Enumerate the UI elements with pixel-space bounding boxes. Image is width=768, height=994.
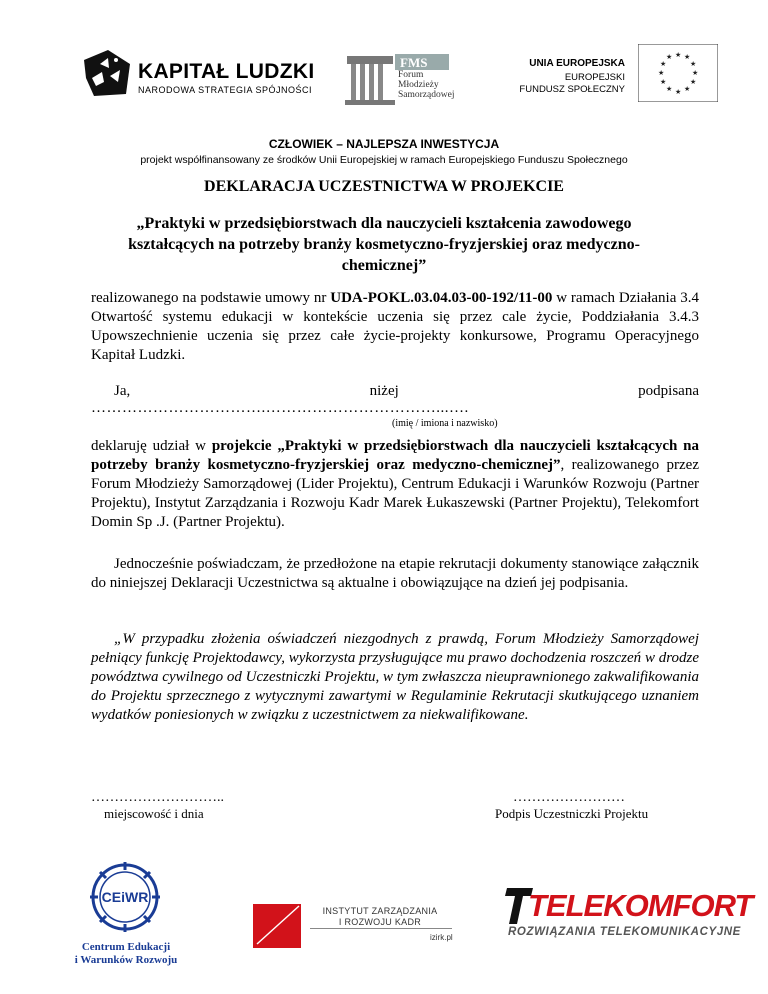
telekomfort-tagline: ROZWIĄZANIA TELEKOMUNIKACYJNE <box>508 926 741 938</box>
co-funding-note: projekt współfinansowany ze środków Unii Europejskiej w ramach Europejskiego Funduszu Społecznego <box>140 154 628 166</box>
fms-line-forum: Forum <box>398 70 424 80</box>
declarant-row <box>114 383 699 400</box>
svg-text:★: ★ <box>684 85 691 93</box>
place-date-label: miejscowość i dnia <box>104 806 204 821</box>
eu-label-fundusz: FUNDUSZ SPOŁECZNY <box>519 84 625 95</box>
declaration-paragraph <box>91 437 699 532</box>
svg-text:★: ★ <box>690 78 697 86</box>
document-title: DEKLARACJA UCZESTNICTWA W PROJEKCIE <box>204 178 564 195</box>
ceiwr-mark: CEiWR <box>101 889 149 905</box>
nizej-label: niżej <box>369 383 399 399</box>
svg-text:★: ★ <box>690 60 697 68</box>
liability-paragraph: „W przypadku złożenia oświadczeń niezgodnych z prawdą, Forum Młodzieży Samorządowej pełniący funkcję Projektodawcy, wykorzysta przysługujące mu prawo dochodzenia roszczeń w drodze powództwa cywilnego od Uczestniczki Projektu, w tym zwłaszcza nieuprawnionego zakwalifikowania do Projektu sprzecznego z wytycznymi zawartymi w Regulaminie Rekrutacji skutkującego uznaniem wydatków poniesionych w związku z uczestnictwem za niekwalifikowane. <box>91 631 699 723</box>
kapital-ludzki-logo-icon <box>82 48 132 98</box>
svg-text:★: ★ <box>658 69 665 77</box>
izk-logo-icon <box>247 898 307 950</box>
fms-line-samorzadowej: Samorządowej <box>398 90 455 100</box>
fms-line-mlodziezy: Młodzieży <box>398 80 439 90</box>
izk-divider <box>310 928 452 929</box>
ceiwr-name-line1: Centrum Edukacji <box>81 941 171 953</box>
svg-text:★: ★ <box>666 53 673 61</box>
svg-text:★: ★ <box>666 85 673 93</box>
izk-name-line2: I ROZWOJU KADR <box>338 917 422 927</box>
svg-text:★: ★ <box>684 53 691 61</box>
declaration-end: , realizowanego przez Forum Młodzieży Samorządowej (Lider Projektu), Centrum Edukacji i Warunków Rozwoju (Partner Projektu), Instytut Zarządzania i Rozwoju Kadr Marek Łukaszewski (Partner Projektu), Telekomfort Domin Sp .J. (Partner Projektu). <box>91 457 699 530</box>
ja-label: Ja, <box>114 383 131 399</box>
izk-name-line1: INSTYTUT ZARZĄDZANIA <box>322 906 438 916</box>
svg-text:★: ★ <box>675 88 682 96</box>
svg-text:FMS: FMS <box>400 55 428 70</box>
certification-paragraph: Jednocześnie poświadczam, że przedłożone na etapie rekrutacji dokumenty stanowiące załącznik do niniejszej Deklaracji Uczestnictwa są aktualne i obowiązujące na dzień jej podpisania. <box>91 556 699 591</box>
kapital-ludzki-title: KAPITAŁ LUDZKI <box>138 60 315 83</box>
signature-label: Podpis Uczestniczki Projektu <box>495 806 649 821</box>
contract-paragraph <box>91 289 699 365</box>
signature-field[interactable]: …………………… <box>513 790 625 805</box>
podpisana-label: podpisana <box>638 383 699 399</box>
name-field[interactable]: …………………………….……………………………...…. <box>91 400 469 416</box>
declaration-project: projekcie „Praktyki w przedsiębiorstwach dla nauczycieli kształcących na potrzeby branży kosmetyczno-fryzjerskiej oraz medyczno-chemicznej” <box>91 438 699 473</box>
izk-url: izirk.pl <box>430 933 453 942</box>
eu-label-europejski: EUROPEJSKI <box>564 72 625 83</box>
telekomfort-name: TELEKOMFORT <box>528 888 753 923</box>
svg-text:★: ★ <box>660 60 667 68</box>
contract-number: UDA-POKL.03.04.03-00-192/11-00 <box>330 290 553 306</box>
place-date-field[interactable]: ……………………….. <box>91 790 224 805</box>
contract-suffix: w ramach Działania 3.4 Otwartość systemu edukacji w kontekście uczenia się przez cale życie, Poddziałania 3.4.3 Upowszechnienie uczenia się przez całe życie-projekty konkursowe, Programu Operacyjnego Kapitał Ludzki. <box>91 290 700 363</box>
ceiwr-logo-icon <box>90 862 160 932</box>
eu-flag-icon <box>638 44 718 102</box>
kapital-ludzki-subtitle: NARODOWA STRATEGIA SPÓJNOŚCI <box>138 85 313 95</box>
declaration-start: deklaruję udział w <box>91 438 206 454</box>
svg-text:★: ★ <box>692 69 699 77</box>
slogan: CZŁOWIEK – NAJLEPSZA INWESTYCJA <box>268 137 500 151</box>
eu-label-unia: UNIA EUROPEJSKA <box>529 58 625 69</box>
contract-prefix: realizowanego na podstawie umowy nr <box>91 290 327 306</box>
project-title: „Praktyki w przedsiębiorstwach dla nauczycieli kształcenia zawodowego kształcących na potrzeby branży kosmetyczno-fryzjerskiej oraz medyczno-chemicznej” <box>128 215 640 274</box>
ceiwr-name-line2: i Warunków Rozwoju <box>74 954 178 966</box>
svg-text:★: ★ <box>675 51 682 59</box>
name-field-hint: (imię / imiona i nazwisko) <box>392 418 498 429</box>
svg-text:★: ★ <box>660 78 667 86</box>
